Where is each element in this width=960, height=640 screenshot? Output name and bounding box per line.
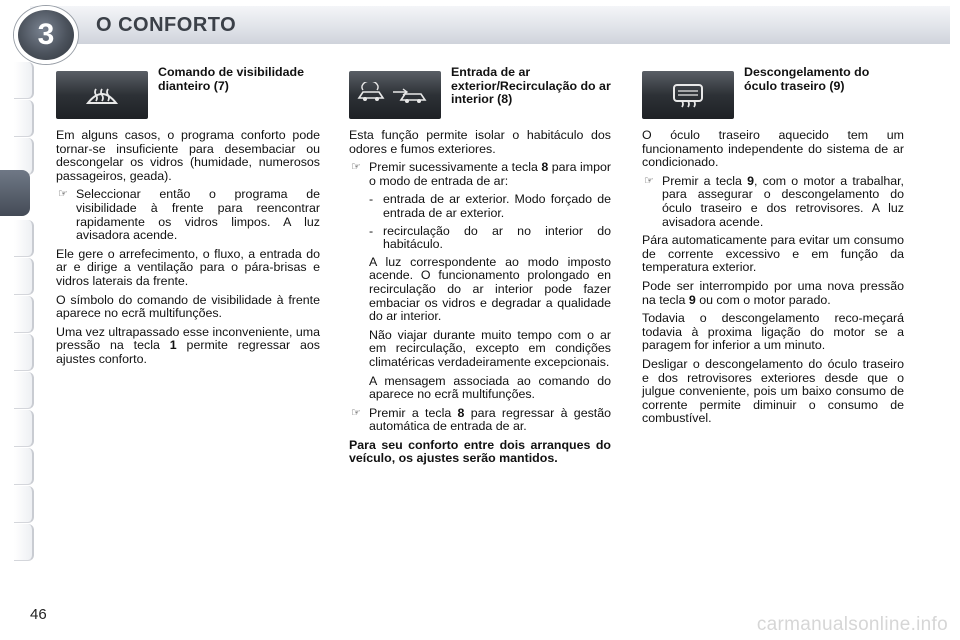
column-air-recirculation xyxy=(349,66,611,471)
chapter-tab-rail xyxy=(0,62,34,572)
sub-item xyxy=(349,193,611,220)
chapter-tab[interactable] xyxy=(14,410,34,447)
paragraph: O símbolo do comando de visibilidade à frente aparece no ecrã multifunções. xyxy=(56,292,320,321)
page-number: 46 xyxy=(30,606,47,623)
front-defrost-button-image xyxy=(56,71,148,119)
sub-item-text: recirculação do ar no interior do habitáculo. xyxy=(383,223,611,252)
chapter-tab[interactable] xyxy=(14,334,34,371)
column-front-visibility xyxy=(56,66,320,372)
bullet-text: Premir a tecla xyxy=(662,173,748,188)
air-recirculation-button-image xyxy=(349,71,441,119)
chapter-tab[interactable] xyxy=(14,448,34,485)
section-body xyxy=(349,129,611,466)
bullet-item xyxy=(349,407,611,434)
chapter-badge: 3 xyxy=(14,6,78,64)
paragraph-text: permite regressar aos ajustes conforto. xyxy=(56,338,320,366)
chapter-tab[interactable] xyxy=(14,100,34,137)
paragraph-text: Uma vez ultrapassado esse inconveniente, uma pressão na tecla xyxy=(56,324,320,353)
chapter-tab[interactable] xyxy=(14,62,34,99)
paragraph: Desligar o descongelamento do óculo traseiro e dos retrovisores exteriores desde que o julgue conveniente, pois um baixo consumo de corrente permite diminuir o consumo de combustível. xyxy=(642,356,904,426)
section-title: Descongelamento do óculo traseiro (9) xyxy=(744,65,870,93)
dash-marker: - xyxy=(369,223,374,238)
paragraph: Em alguns casos, o programa conforto pode tornar-se insuficiente para desembaciar ou descongelar os vidros (humidade, numerosos passageiros, geada). xyxy=(56,128,320,183)
pointing-hand-icon: ☞ xyxy=(351,161,361,174)
paragraph-text: Pode ser interrompido por uma nova pressão na tecla xyxy=(642,278,904,307)
paragraph: Não viajar durante muito tempo com o ar em recirculação, excepto em condições climatéricas verdadeiramente excepcionais. xyxy=(369,327,611,369)
chapter-tab[interactable] xyxy=(14,372,34,409)
paragraph: O óculo traseiro aquecido tem um funcionamento independente do sistema de ar condicionado. xyxy=(642,128,904,170)
column-header xyxy=(642,66,904,120)
pointing-hand-icon: ☞ xyxy=(644,174,654,187)
chapter-tab[interactable] xyxy=(14,220,34,257)
pointing-hand-icon: ☞ xyxy=(351,406,361,419)
paragraph: Todavia o descongelamento reco-meçará todavia à proxima ligação do motor se a paragem for inferior a um minuto. xyxy=(642,311,904,353)
column-header xyxy=(56,66,320,120)
page-title: O CONFORTO xyxy=(96,14,237,36)
paragraph: A luz correspondente ao modo imposto acende. O funcionamento prolongado en recirculação do ar interior pode fazer embaciar os vidros e degradar a qualidade do ar interior. xyxy=(369,254,611,324)
paragraph: Esta função permite isolar o habitáculo dos odores e fumos exteriores. xyxy=(349,128,611,156)
front-defrost-icon xyxy=(82,81,122,109)
column-rear-defrost xyxy=(642,66,904,431)
paragraph: A mensagem associada ao comando do aparece no ecrã multifunções. xyxy=(369,373,611,402)
rear-defrost-button-image xyxy=(642,71,734,119)
chapter-tab[interactable] xyxy=(14,296,34,333)
paragraph: Ele gere o arrefecimento, o fluxo, a entrada do ar e dirige a ventilação para o pára-brisas e vidros laterais da frente. xyxy=(56,246,320,288)
chapter-tab[interactable] xyxy=(14,258,34,295)
section-body xyxy=(642,129,904,426)
key-number: 9 xyxy=(747,173,755,188)
key-number: 8 xyxy=(541,160,549,175)
watermark: carmanualsonline.info xyxy=(756,614,948,635)
paragraph: Pára automaticamente para evitar um consumo de corrente excessivo e em função da temperatura exterior. xyxy=(642,233,904,275)
section-body xyxy=(56,129,320,367)
bullet-item xyxy=(56,188,320,242)
paragraph xyxy=(642,280,904,307)
bullet-text: para regressar à gestão automática de entrada de ar. xyxy=(369,405,612,434)
column-header xyxy=(349,66,611,120)
key-number: 1 xyxy=(169,338,177,353)
note-bold: Para seu conforto entre dois arranques do veículo, os ajustes serão mantidos. xyxy=(349,437,611,466)
dash-marker: - xyxy=(369,192,374,207)
bullet-item xyxy=(642,175,904,229)
chapter-tab[interactable] xyxy=(14,524,34,561)
sub-item xyxy=(349,225,611,252)
chapter-tab[interactable] xyxy=(14,486,34,523)
bullet-text: Premir sucessivamente a tecla xyxy=(369,160,542,175)
bullet-text: Premir a tecla xyxy=(369,405,458,420)
bullet-text: , com o motor a trabalhar, para assegurar o descongelamento do óculo traseiro e dos retrovisores. A luz avisadora acende. xyxy=(662,173,904,229)
bullet-text: para impor o modo de entrada de ar: xyxy=(369,160,612,188)
paragraph-text: ou com o motor parado. xyxy=(695,292,831,307)
bullet-text: Seleccionar então o programa de visibilidade à frente para reencontrar rapidamente os vidros limpos. A luz avisadora acende. xyxy=(76,187,320,243)
page-header xyxy=(0,0,960,50)
key-number: 9 xyxy=(688,292,696,307)
sub-item-text: entrada de ar exterior. Modo forçado de entrada de ar exterior. xyxy=(383,192,611,220)
pointing-hand-icon: ☞ xyxy=(58,188,68,201)
paragraph xyxy=(56,326,320,367)
air-recirculation-icon xyxy=(355,82,435,108)
chapter-tab-active[interactable] xyxy=(0,170,30,216)
section-title: Comando de visibilidade dianteiro (7) xyxy=(158,65,304,93)
section-title: Entrada de ar exterior/Recirculação do ar interior (8) xyxy=(451,65,611,107)
bullet-item xyxy=(349,161,611,188)
key-number: 8 xyxy=(457,405,465,420)
rear-defrost-icon xyxy=(668,81,708,109)
